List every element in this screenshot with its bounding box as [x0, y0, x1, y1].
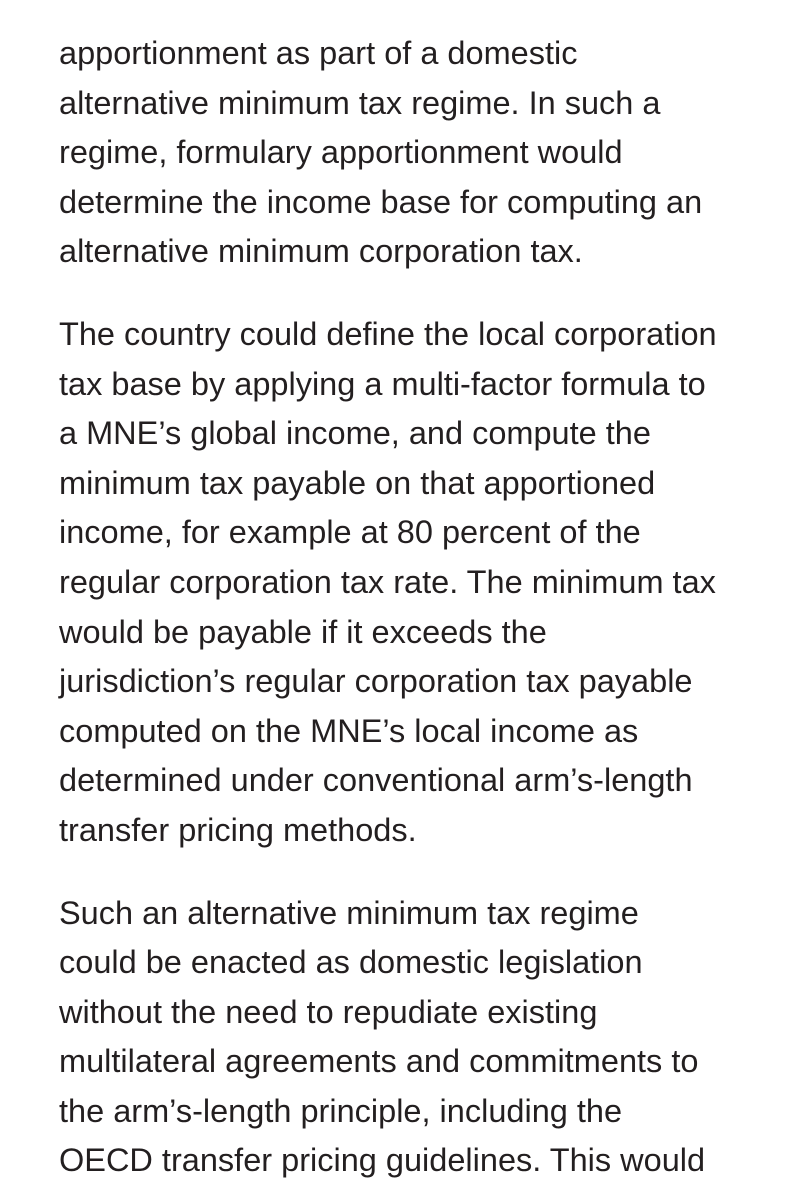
text-line: transfer pricing methods.	[59, 811, 417, 848]
text-line: would be payable if it exceeds the	[59, 613, 547, 650]
text-line: The country could define the local corporation	[59, 315, 717, 352]
text-line: regular corporation tax rate. The minimum tax	[59, 563, 716, 600]
text-line: Such an alternative minimum tax regime	[59, 894, 639, 931]
text-line: determined under conventional arm’s-length	[59, 762, 693, 799]
paragraph-3	[59, 889, 799, 1187]
text-line: tax base by applying a multi-factor formula to	[59, 365, 706, 402]
text-line: apportionment as part of a domestic	[59, 35, 578, 71]
text-line: multilateral agreements and commitments to	[59, 1043, 699, 1080]
text-line: income, for example at 80 percent of the	[59, 514, 641, 551]
text-line: jurisdiction’s regular corporation tax payable	[59, 663, 693, 700]
paragraph-2	[59, 310, 799, 856]
text-line: without the need to repudiate existing	[59, 993, 598, 1030]
text-line: alternative minimum corporation tax.	[59, 233, 583, 270]
text-line: could be enacted as domestic legislation	[59, 944, 643, 981]
text-line: computed on the MNE’s local income as	[59, 712, 639, 749]
text-line: alternative minimum tax regime. In such a	[59, 84, 661, 121]
text-line: the arm’s-length principle, including the	[59, 1092, 623, 1129]
text-line: minimum tax payable on that apportioned	[59, 464, 656, 501]
text-line: OECD transfer pricing guidelines. This would	[59, 1142, 706, 1179]
text-line: regime, formulary apportionment would	[59, 134, 623, 171]
paragraph-1	[59, 29, 799, 277]
text-line: a MNE’s global income, and compute the	[59, 415, 651, 452]
body-text	[59, 29, 799, 1186]
text-line: determine the income base for computing an	[59, 183, 703, 220]
